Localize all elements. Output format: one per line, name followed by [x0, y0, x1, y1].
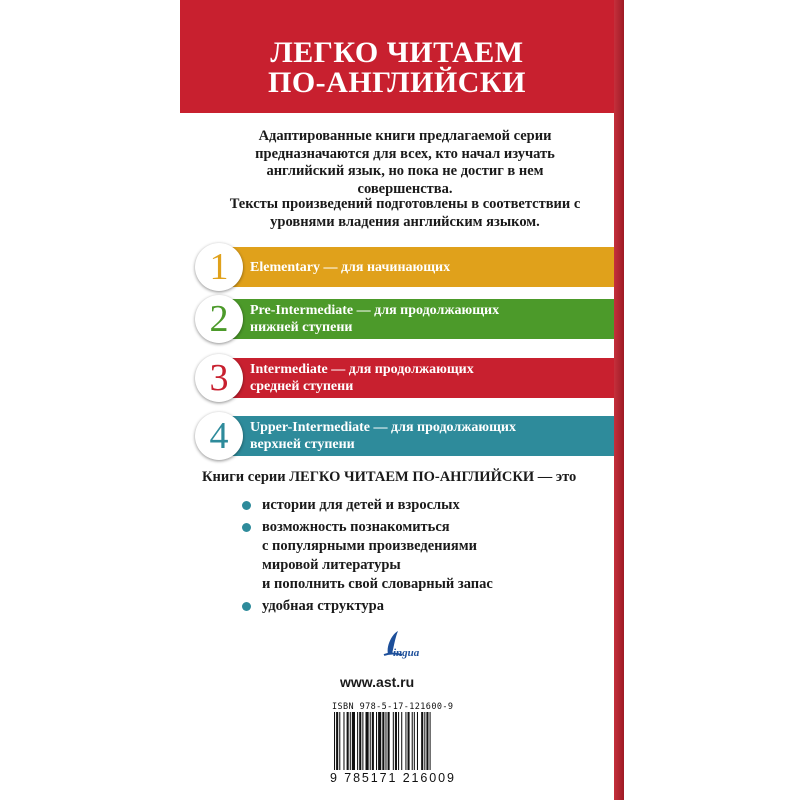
barcode-bar	[393, 712, 394, 770]
level-2-line-2: нижней ступени	[250, 320, 353, 335]
level-1-text	[250, 247, 610, 287]
level-3-line-2: средней ступени	[250, 379, 354, 394]
lingua-logo	[378, 628, 428, 662]
barcode-bar	[405, 712, 406, 770]
level-3-number: 3	[195, 354, 243, 402]
feature-item-1	[238, 496, 578, 515]
series-title	[180, 38, 614, 98]
level-4-line-1: Upper-Intermediate — для продолжающих	[250, 420, 516, 435]
bullet-dot-icon	[242, 501, 251, 510]
barcode-bar	[412, 712, 413, 770]
barcode-bar	[359, 712, 361, 770]
barcode-bar	[357, 712, 358, 770]
barcode-bar	[376, 712, 377, 770]
barcode-bar	[414, 712, 415, 770]
barcode-bar	[395, 712, 397, 770]
level-2	[195, 299, 615, 339]
isbn-label: ISBN 978-5-17-121600-9	[332, 702, 454, 712]
bullet-dot-icon	[242, 602, 251, 611]
book-back-cover	[180, 0, 614, 800]
barcode-bar	[424, 712, 425, 770]
barcode-bar	[339, 712, 340, 770]
series-title-line-1: ЛЕГКО ЧИТАЕМ	[270, 36, 524, 69]
level-3-line-1: Intermediate — для продолжающих	[250, 362, 474, 377]
barcode-bar	[421, 712, 423, 770]
spine-edge	[614, 0, 624, 800]
level-3-text	[250, 358, 610, 398]
level-4-number: 4	[195, 412, 243, 460]
isbn-barcode	[330, 712, 470, 770]
barcode-bar	[352, 712, 355, 770]
feature-item-2	[238, 518, 578, 594]
feature-item-1-line-1: истории для детей и взрослых	[262, 497, 460, 513]
level-1-number: 1	[195, 243, 243, 291]
title-banner	[180, 0, 614, 113]
level-4-line-2: верхней ступени	[250, 437, 355, 452]
feature-item-2-line-2: с популярными произведениями	[262, 538, 477, 554]
barcode-bar	[334, 712, 335, 770]
bullet-dot-icon	[242, 523, 251, 532]
level-1	[195, 247, 615, 287]
barcode-bar	[336, 712, 338, 770]
barcode-bar	[382, 712, 384, 770]
intro-paragraph-1: Адаптированные книги предлагаемой серии предназначаются для всех, кто начал изучать английский язык, но пока не достиг в нем совершенства.	[255, 128, 555, 197]
feature-item-2-line-3: мировой литературы	[262, 557, 401, 573]
feature-item-2-line-1: возможность познакомиться	[262, 519, 450, 535]
level-2-number: 2	[195, 295, 243, 343]
barcode-bar	[426, 712, 428, 770]
barcode-bar	[372, 712, 374, 770]
barcode-bar	[378, 712, 381, 770]
barcode-bar	[350, 712, 351, 770]
barcode-bar	[398, 712, 399, 770]
barcode-bar	[385, 712, 386, 770]
level-1-line-1: Elementary — для начинающих	[250, 259, 451, 275]
feature-item-3-line-1: удобная структура	[262, 598, 384, 614]
series-title-line-2: ПО-АНГЛИЙСКИ	[268, 66, 526, 99]
intro-paragraph-2: Тексты произведений подготовлены в соответствии с уровнями владения английским языком.	[229, 196, 581, 230]
level-2-text	[250, 299, 610, 339]
barcode-bar	[362, 712, 363, 770]
publisher-url: www.ast.ru	[340, 674, 415, 690]
level-2-line-1: Pre-Intermediate — для продолжающих	[250, 303, 500, 318]
feature-list	[238, 496, 578, 619]
series-description: Книги серии ЛЕГКО ЧИТАЕМ ПО-АНГЛИЙСКИ — это	[202, 469, 577, 485]
feature-item-3	[238, 597, 578, 616]
feature-item-2-line-4: и пополнить свой словарный запас	[262, 576, 493, 592]
barcode-digits: 9 785171 216009	[330, 771, 456, 785]
svg-text:ingua: ingua	[393, 647, 420, 659]
barcode-bar	[370, 712, 371, 770]
barcode-bar	[417, 712, 418, 770]
level-3	[195, 358, 615, 398]
barcode-bar	[388, 712, 390, 770]
level-4-text	[250, 416, 610, 456]
barcode-bar	[430, 712, 431, 770]
barcode-bar	[343, 712, 344, 770]
level-4	[195, 416, 615, 456]
barcode-bar	[408, 712, 410, 770]
barcode-bar	[401, 712, 402, 770]
barcode-bar	[347, 712, 349, 770]
barcode-bar	[366, 712, 369, 770]
